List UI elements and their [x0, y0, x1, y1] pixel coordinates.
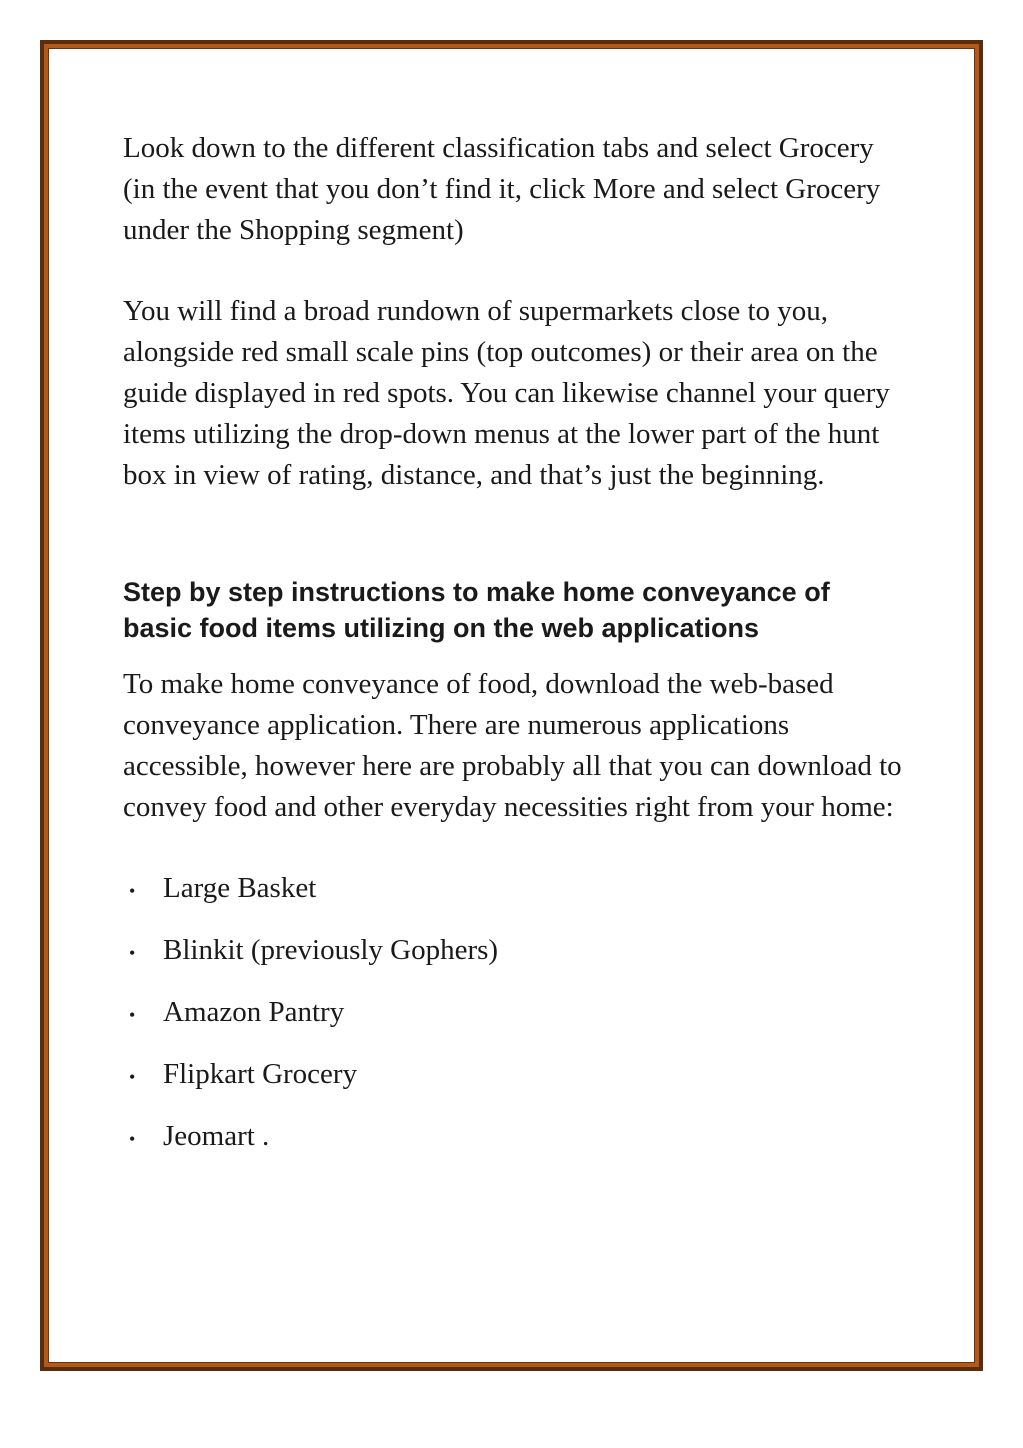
- section-heading: Step by step instructions to make home conveyance of basic food items utilizing on the web applications: [123, 577, 830, 643]
- list-item: [123, 992, 903, 1036]
- list-item-label: Jeomart .: [163, 1120, 270, 1152]
- list-item-label: Amazon Pantry: [163, 996, 345, 1028]
- bullet-icon: •: [129, 1005, 136, 1025]
- paragraph-grocery-tab: Look down to the different classification tabs and select Grocery (in the event that you don’t find it, click More and select Grocery under the Shopping segment): [123, 132, 881, 246]
- list-item-label: Flipkart Grocery: [163, 1058, 358, 1090]
- list-item-label: Large Basket: [163, 872, 317, 904]
- app-list: [123, 868, 903, 1160]
- list-item: [123, 1116, 903, 1160]
- paragraph-delivery-apps: To make home conveyance of food, download the web-based conveyance application. There are numerous applications accessible, however here are probably all that you can download to convey food and other everyday necessities right from your home:: [123, 668, 902, 823]
- list-item-label: Blinkit (previously Gophers): [163, 934, 499, 966]
- bullet-icon: •: [129, 881, 136, 901]
- paragraph-supermarket-list: You will find a broad rundown of supermarkets close to you, alongside red small scale pins (top outcomes) or their area on the guide displayed in red spots. You can likewise channel your query items utilizing the drop-down menus at the lower part of the hunt box in view of rating, distance, and that’s just the beginning.: [123, 295, 890, 491]
- list-item: [123, 930, 903, 974]
- list-item: [123, 1054, 903, 1098]
- bullet-icon: •: [129, 943, 136, 963]
- bullet-icon: •: [129, 1067, 136, 1087]
- bullet-icon: •: [129, 1129, 136, 1149]
- list-item: [123, 868, 903, 912]
- document-body: [123, 128, 903, 1178]
